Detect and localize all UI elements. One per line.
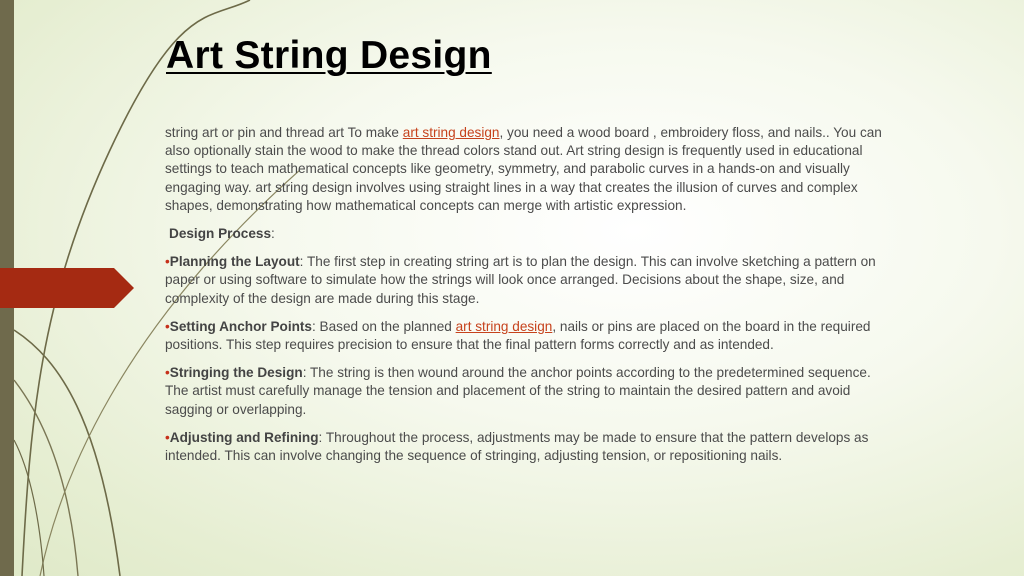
step-title: Adjusting and Refining	[169, 429, 319, 445]
step-title: Setting Anchor Points	[169, 318, 312, 334]
step-text-end: , nails or pins are placed on the board in the required positions. This step requires precision to ensure that the final pattern forms correctly and as intended.	[165, 318, 871, 353]
art-string-design-link[interactable]: art string design	[455, 318, 553, 334]
step-text: : Throughout the process, adjustments may be made to ensure that the pattern develops as intended. This can involve changing the sequence of stringing, adjusting tension, or repositioning nails.	[165, 429, 869, 464]
intro-text-end: , you need a wood board , embroidery floss, and nails.. You can also optionally stain the wood to make the thread colors stand out. Art string design is frequently used in educational settings to teach mathematical concepts like geometry, symmetry, and parabolic curves in a hands-on and visually engaging way. art string design involves using straight lines in a way that creates the illusion of curves and complex shapes, demonstrating how mathematical concepts can merge with artistic expression.	[165, 125, 882, 213]
step-text-start: : Based on the planned	[312, 318, 456, 334]
section-heading-text: Design Process	[169, 226, 271, 242]
intro-text-start: string art or pin and thread art To make	[165, 125, 403, 140]
art-string-design-link[interactable]: art string design	[402, 125, 500, 140]
section-heading-colon: :	[271, 226, 275, 242]
step-adjusting-refining	[165, 429, 895, 465]
design-process-heading	[165, 225, 895, 243]
bullet-marker: •	[165, 429, 170, 445]
bullet-marker: •	[165, 318, 170, 334]
step-planning-layout	[165, 253, 895, 308]
step-title: Stringing the Design	[169, 365, 303, 381]
bullet-marker: •	[165, 365, 170, 381]
step-text: : The string is then wound around the anchor points according to the predetermined sequence. The artist must carefully manage the tension and placement of the string to maintain the desired pattern and avoid sagging or overlapping.	[165, 365, 871, 417]
step-stringing-design	[165, 364, 895, 419]
step-setting-anchor-points	[165, 318, 895, 354]
slide-content	[165, 124, 895, 475]
arrow-accent-shape	[0, 268, 134, 308]
intro-paragraph	[165, 124, 895, 215]
step-text: : The first step in creating string art is to plan the design. This can involve sketching a pattern on paper or using software to simulate how the strings will look once arranged. Decisions about the shape, size, and complexity of the design are made during this stage.	[165, 254, 876, 306]
step-title: Planning the Layout	[169, 254, 300, 270]
bullet-marker: •	[165, 254, 170, 270]
slide-title: Art String Design	[166, 34, 492, 77]
